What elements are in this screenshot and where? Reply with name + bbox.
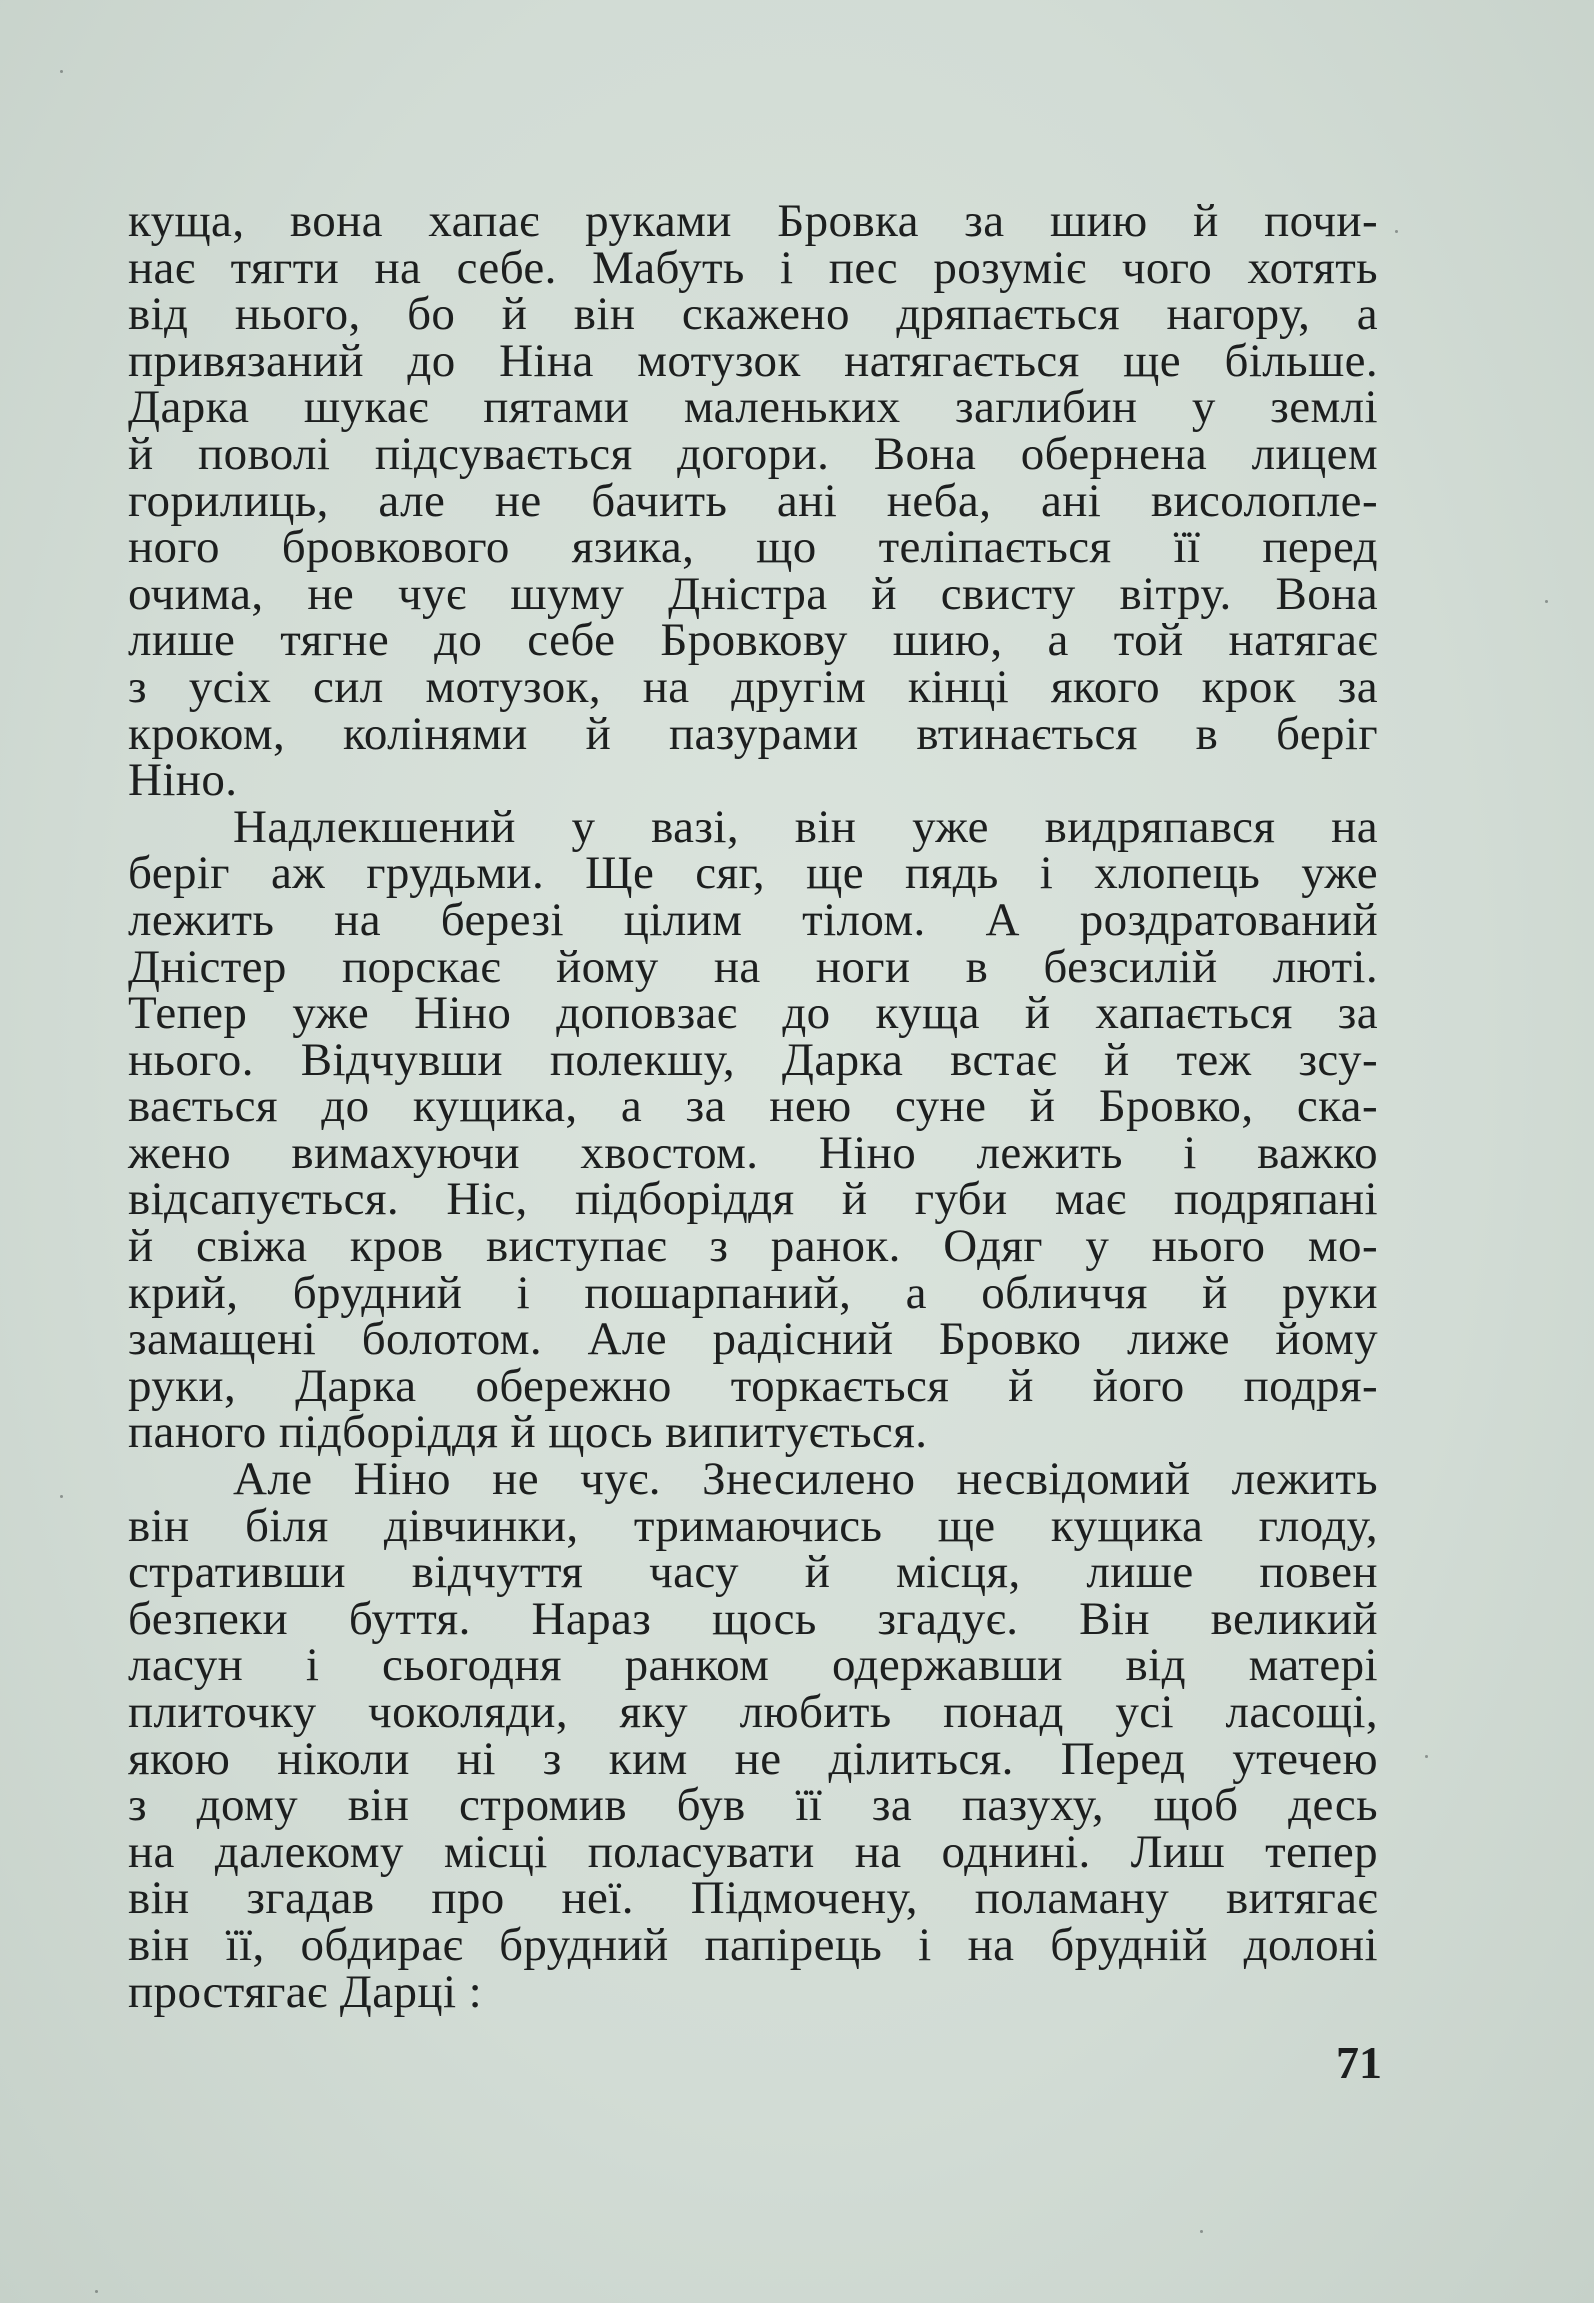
text-line: відсапується. Ніс, підборіддя й губи має подряпані <box>128 1173 1378 1226</box>
text-line: простягає Дарці : <box>128 1965 483 2018</box>
text-line: лежить на березі цілим тілом. А роздратований <box>128 893 1378 946</box>
text-line: від нього, бо й він скажено дряпається нагору, а <box>128 288 1378 341</box>
text-line: на далекому місці поласувати на однині. Лиш тепер <box>128 1825 1378 1878</box>
text-line: Надлекшений у вазі, він уже видряпався на <box>233 800 1378 853</box>
text-line: Але Ніно не чує. Знесилено несвідомий лежить <box>233 1453 1378 1506</box>
text-line: якою ніколи ні з ким не ділиться. Перед утечею <box>128 1732 1378 1785</box>
text-line: куща, вона хапає руками Бровка за шию й почи- <box>128 195 1378 247</box>
text-line: крий, брудний і пошарпаний, а обличчя й руки <box>128 1266 1378 1319</box>
paper-speck <box>60 1495 63 1498</box>
text-line: ного бровкового язика, що теліпається її перед <box>128 521 1378 574</box>
text-line: він біля дівчинки, тримаючись ще кущика глоду, <box>128 1499 1378 1552</box>
text-line: привязаний до Ніна мотузок натягається ще більше. <box>128 334 1378 387</box>
paper-speck <box>1200 2230 1203 2233</box>
page-number: 71 <box>1336 2037 1382 2088</box>
text-line: Дарка шукає пятами маленьких заглибин у землі <box>128 381 1378 434</box>
text-line: й свіжа кров виступає з ранок. Одяг у нього мо- <box>128 1220 1378 1273</box>
text-line: з усіх сил мотузок, на другім кінці якого крок за <box>128 660 1378 713</box>
text-line: беріг аж грудьми. Ще сяг, ще пядь і хлопець уже <box>128 847 1378 900</box>
text-line: ласун і сьогодня ранком одержавши від матері <box>128 1639 1378 1692</box>
text-line: плиточку чоколяди, яку любить понад усі ласощі, <box>128 1686 1378 1738</box>
text-line: нього. Відчувши полекшу, Дарка встає й теж зсу- <box>128 1033 1378 1086</box>
text-line: паного підборіддя й щось випитується. <box>128 1406 928 1459</box>
page-body-text <box>128 195 1378 2018</box>
text-line: кроком, колінями й пазурами втинається в беріг <box>128 707 1378 760</box>
text-line: Ніно. <box>128 754 238 807</box>
text-line: стративши відчуття часу й місця, лише повен <box>128 1546 1378 1599</box>
paper-speck <box>1395 230 1398 233</box>
text-line: руки, Дарка обережно торкається й його подря- <box>128 1359 1378 1412</box>
text-line: безпеки буття. Нараз щось згадує. Він великий <box>128 1592 1378 1645</box>
text-line: з дому він стромив був її за пазуху, щоб десь <box>128 1779 1378 1832</box>
text-line: очима, не чує шуму Дністра й свисту вітру. Вона <box>128 567 1378 620</box>
text-line: він її, обдирає брудний папірець і на брудній долоні <box>128 1918 1378 1971</box>
text-line: він згадав про неї. Підмочену, поламану витягає <box>128 1872 1378 1925</box>
paper-speck <box>1545 600 1548 603</box>
text-line: нає тягти на себе. Мабуть і пес розуміє чого хотять <box>128 241 1378 294</box>
paper-speck <box>60 70 63 73</box>
paper-speck <box>1425 1755 1428 1758</box>
paper-speck <box>95 2290 98 2293</box>
text-line: й поволі підсувається догори. Вона обернена лицем <box>128 427 1378 480</box>
text-line: горилиць, але не бачить ані неба, ані висолопле- <box>128 474 1378 527</box>
text-line: Тепер уже Ніно доповзає до куща й хапається за <box>128 987 1378 1040</box>
text-line: жено вимахуючи хвостом. Ніно лежить і важко <box>128 1126 1378 1179</box>
text-line: замащені болотом. Але радісний Бровко лиже йому <box>128 1313 1378 1366</box>
text-line: лише тягне до себе Бровкову шию, а той натягає <box>128 614 1378 667</box>
text-line: Дністер порскає йому на ноги в безсилій люті. <box>128 940 1378 993</box>
text-line: вається до кущика, а за нею суне й Бровко, ска- <box>128 1080 1378 1133</box>
